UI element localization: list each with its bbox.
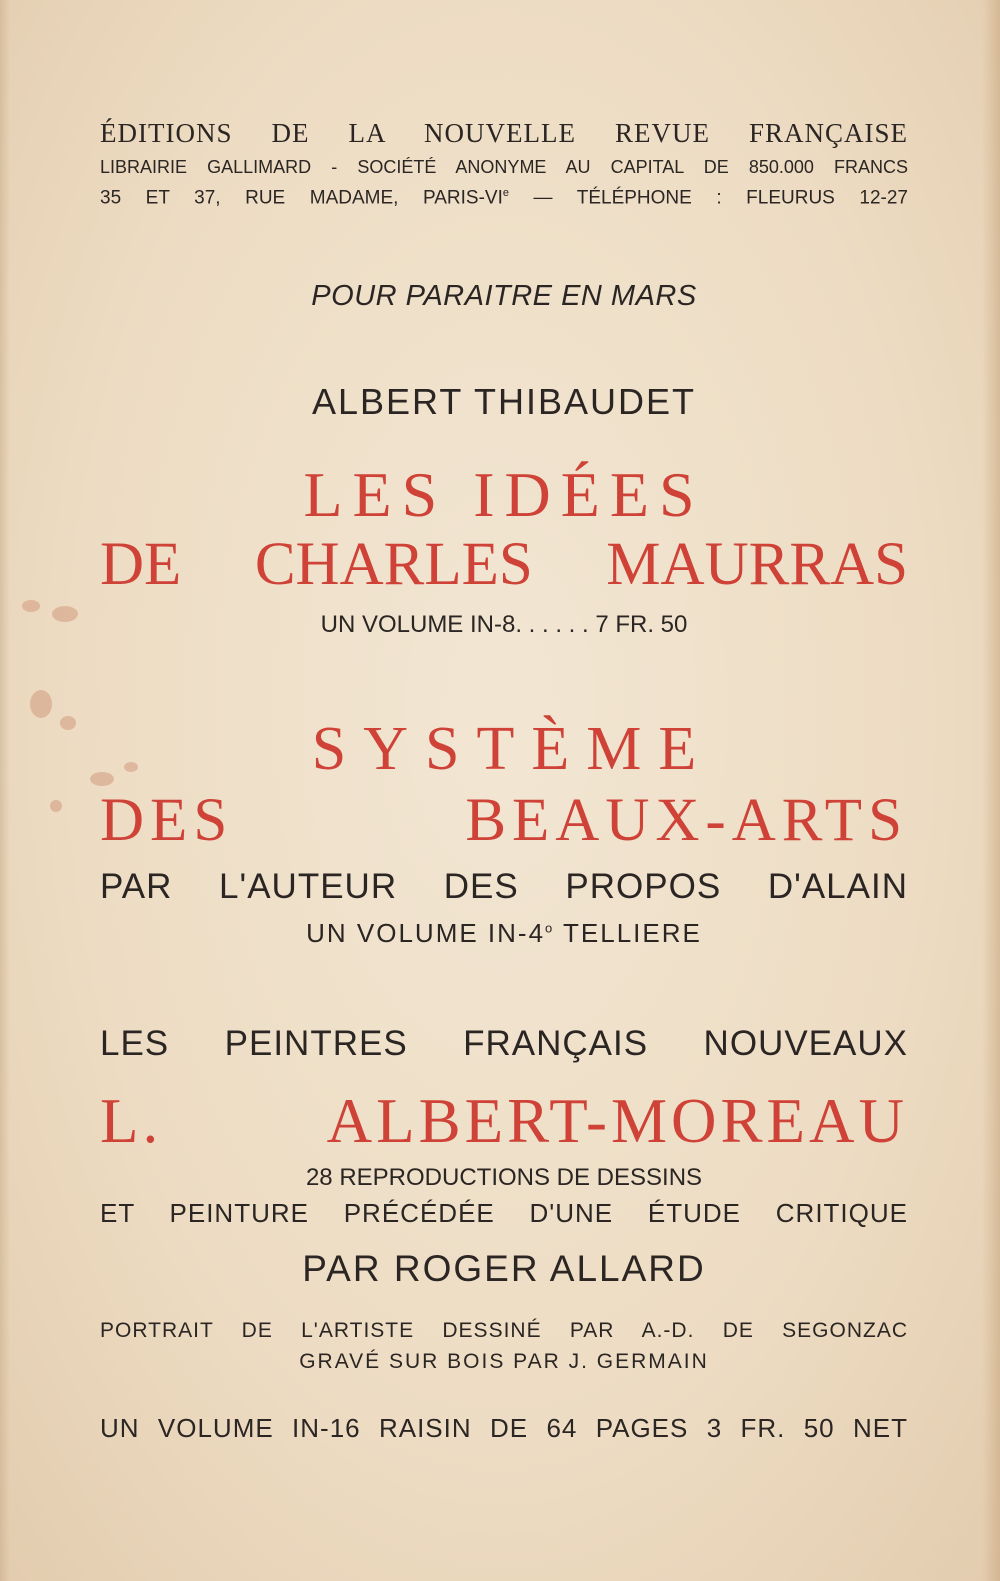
publisher-name: ÉDITIONS DE LA NOUVELLE REVUE FRANÇAISE — [100, 118, 908, 148]
book3-description-line2: ET PEINTURE PRÉCÉDÉE D'UNE ÉTUDE CRITIQUE — [100, 1198, 908, 1228]
foxing-stain — [30, 690, 52, 718]
book2-details-superscript: o — [545, 920, 555, 936]
paper-edge-right — [982, 0, 1000, 1581]
address-superscript: e — [502, 187, 509, 199]
book2-title-line2: DES BEAUX-ARTS — [100, 787, 908, 854]
book2-details — [100, 918, 908, 949]
announcement: POUR PARAITRE EN MARS — [311, 280, 697, 312]
book3-details: UN VOLUME IN-16 RAISIN DE 64 PAGES 3 FR. 50 NET — [100, 1413, 908, 1443]
book3-portrait-line1: PORTRAIT DE L'ARTISTE DESSINÉ PAR A.-D. DE SEGONZAC — [100, 1319, 908, 1342]
foxing-stain — [50, 800, 62, 812]
book3-portrait-line2: GRAVÉ SUR BOIS PAR J. GERMAIN — [299, 1350, 709, 1373]
book2-author: PAR L'AUTEUR DES PROPOS D'ALAIN — [100, 867, 908, 906]
book2-details-paper: TELLIERE — [554, 918, 702, 948]
foxing-stain — [22, 600, 40, 612]
book2-details-text: UN VOLUME IN-4 — [306, 918, 546, 948]
book1-author: ALBERT THIBAUDET — [311, 381, 697, 422]
publisher-address — [100, 187, 908, 209]
paper-edge-left — [0, 0, 10, 1581]
book3-series: LES PEINTRES FRANÇAIS NOUVEAUX — [100, 1024, 908, 1063]
foxing-stain — [52, 606, 78, 622]
telephone-text: — TÉLÉPHONE : FLEURUS 12-27 — [508, 187, 908, 209]
book2-title-line1: SYSTÈME — [311, 715, 714, 783]
book3-critic: PAR ROGER ALLARD — [302, 1248, 706, 1289]
book1-title-line2: DE CHARLES MAURRAS — [100, 531, 908, 598]
book3-description-line1: 28 REPRODUCTIONS DE DESSINS — [305, 1164, 703, 1191]
address-text: 35 ET 37, RUE MADAME, PARIS-VI — [100, 187, 503, 209]
book3-title: L. ALBERT-MOREAU — [100, 1086, 908, 1156]
foxing-stain — [60, 716, 76, 730]
publisher-company: LIBRAIRIE GALLIMARD - SOCIÉTÉ ANONYME AU CAPITAL DE 850.000 FRANCS — [100, 157, 908, 177]
book1-details: UN VOLUME IN-8. . . . . . 7 FR. 50 — [320, 611, 688, 638]
book1-title-line1: LES IDÉES — [303, 459, 705, 530]
